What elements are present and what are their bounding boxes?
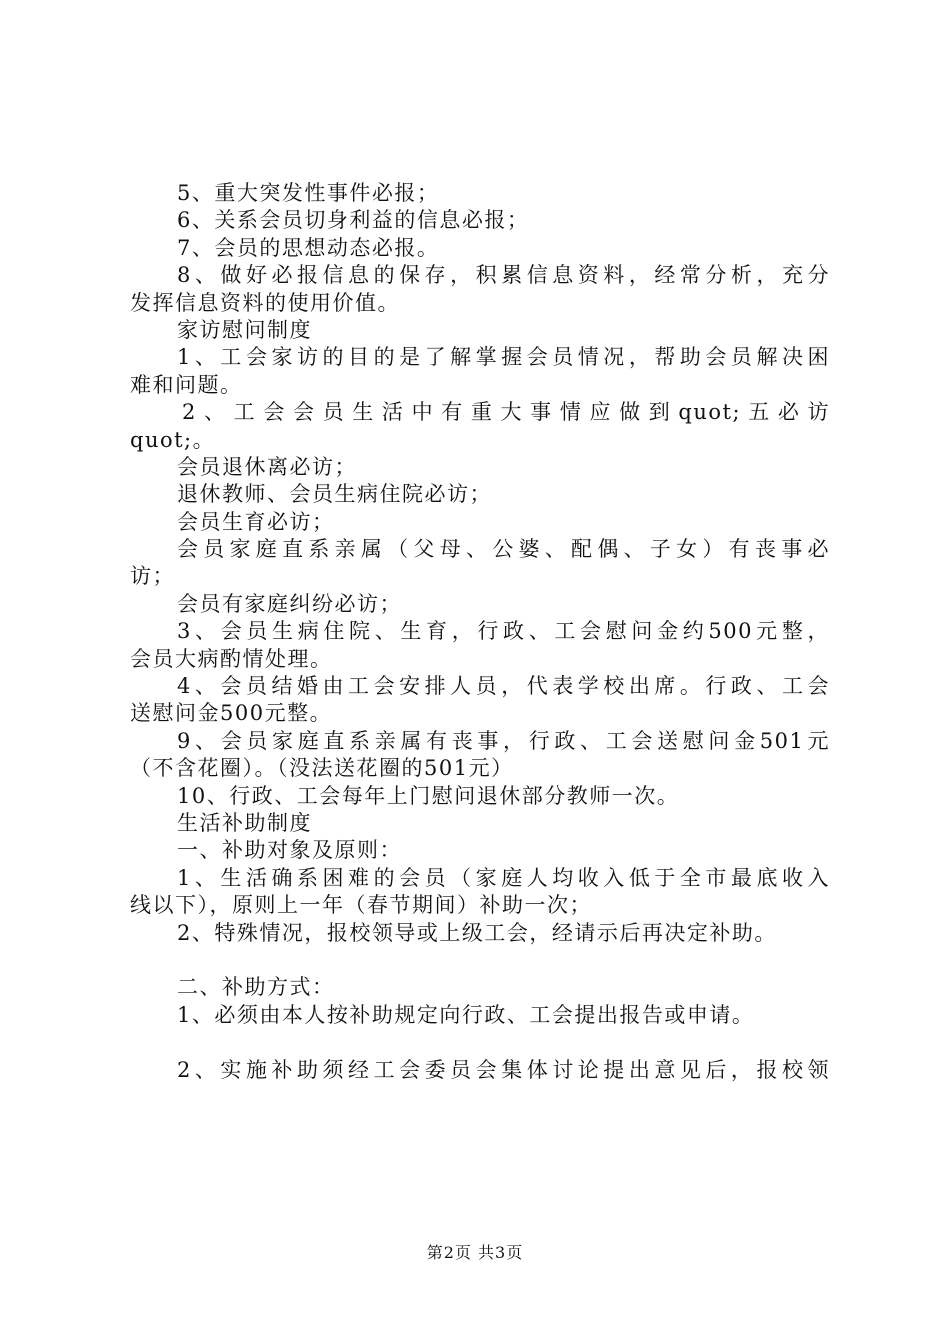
text-line: 会员生育必访；	[177, 509, 335, 534]
blank-line	[130, 1029, 830, 1056]
text-line: 发挥信息资料的使用价值。	[130, 290, 400, 315]
text-line: 9、会员家庭直系亲属有丧事，行政、工会送慰问金501元	[177, 728, 830, 753]
blank-line	[130, 947, 830, 974]
subsection-heading: 一、补助对象及原则：	[177, 838, 402, 863]
subsection-heading: 二、补助方式：	[177, 975, 335, 1000]
text-line: 会员大病酌情处理。	[130, 646, 333, 671]
text-line: 会员退休离必访；	[177, 454, 357, 479]
text-line: 4、会员结婚由工会安排人员，代表学校出席。行政、工会	[177, 674, 830, 699]
text-line: 1、工会家访的目的是了解掌握会员情况，帮助会员解决困	[177, 345, 830, 370]
text-line: 线以下），原则上一年（春节期间）补助一次；	[130, 893, 592, 918]
text-line: 1、必须由本人按补助规定向行政、工会提出报告或申请。	[177, 1002, 755, 1027]
text-line: quot;。	[130, 427, 216, 452]
text-line: 3、会员生病住院、生育，行政、工会慰问金约500元整，	[177, 619, 830, 644]
document-body	[130, 180, 830, 1084]
text-line: 2、工会会员生活中有重大事情应做到quot;五必访	[182, 400, 830, 425]
text-line: 会员有家庭纠纷必访；	[177, 591, 402, 616]
text-line: 2、特殊情况，报校领导或上级工会，经请示后再决定补助。	[177, 920, 777, 945]
page-footer: 第2页 共3页	[426, 1243, 524, 1262]
text-line: 2、实施补助须经工会委员会集体讨论提出意见后，报校领	[177, 1057, 830, 1082]
text-line: 10、行政、工会每年上门慰问退休部分教师一次。	[177, 783, 680, 808]
text-line: 难和问题。	[130, 372, 243, 397]
text-line: 7、会员的思想动态必报。	[177, 235, 440, 260]
text-line: 5、重大突发性事件必报；	[177, 181, 440, 205]
section-heading: 生活补助制度	[177, 810, 312, 835]
text-line: 送慰问金500元整。	[130, 701, 333, 726]
text-line: 访；	[130, 564, 175, 589]
text-line: 会员家庭直系亲属（父母、公婆、配偶、子女）有丧事必	[177, 537, 830, 562]
text-line: 6、关系会员切身利益的信息必报；	[177, 208, 530, 233]
text-line: 8、做好必报信息的保存，积累信息资料，经常分析，充分	[177, 263, 830, 288]
text-line: （不含花圈）。（没法送花圈的501元）	[130, 756, 514, 781]
text-line: 退休教师、会员生病住院必访；	[177, 482, 492, 507]
text-line: 1、生活确系困难的会员（家庭人均收入低于全市最底收入	[177, 865, 830, 890]
section-heading: 家访慰问制度	[177, 317, 312, 342]
